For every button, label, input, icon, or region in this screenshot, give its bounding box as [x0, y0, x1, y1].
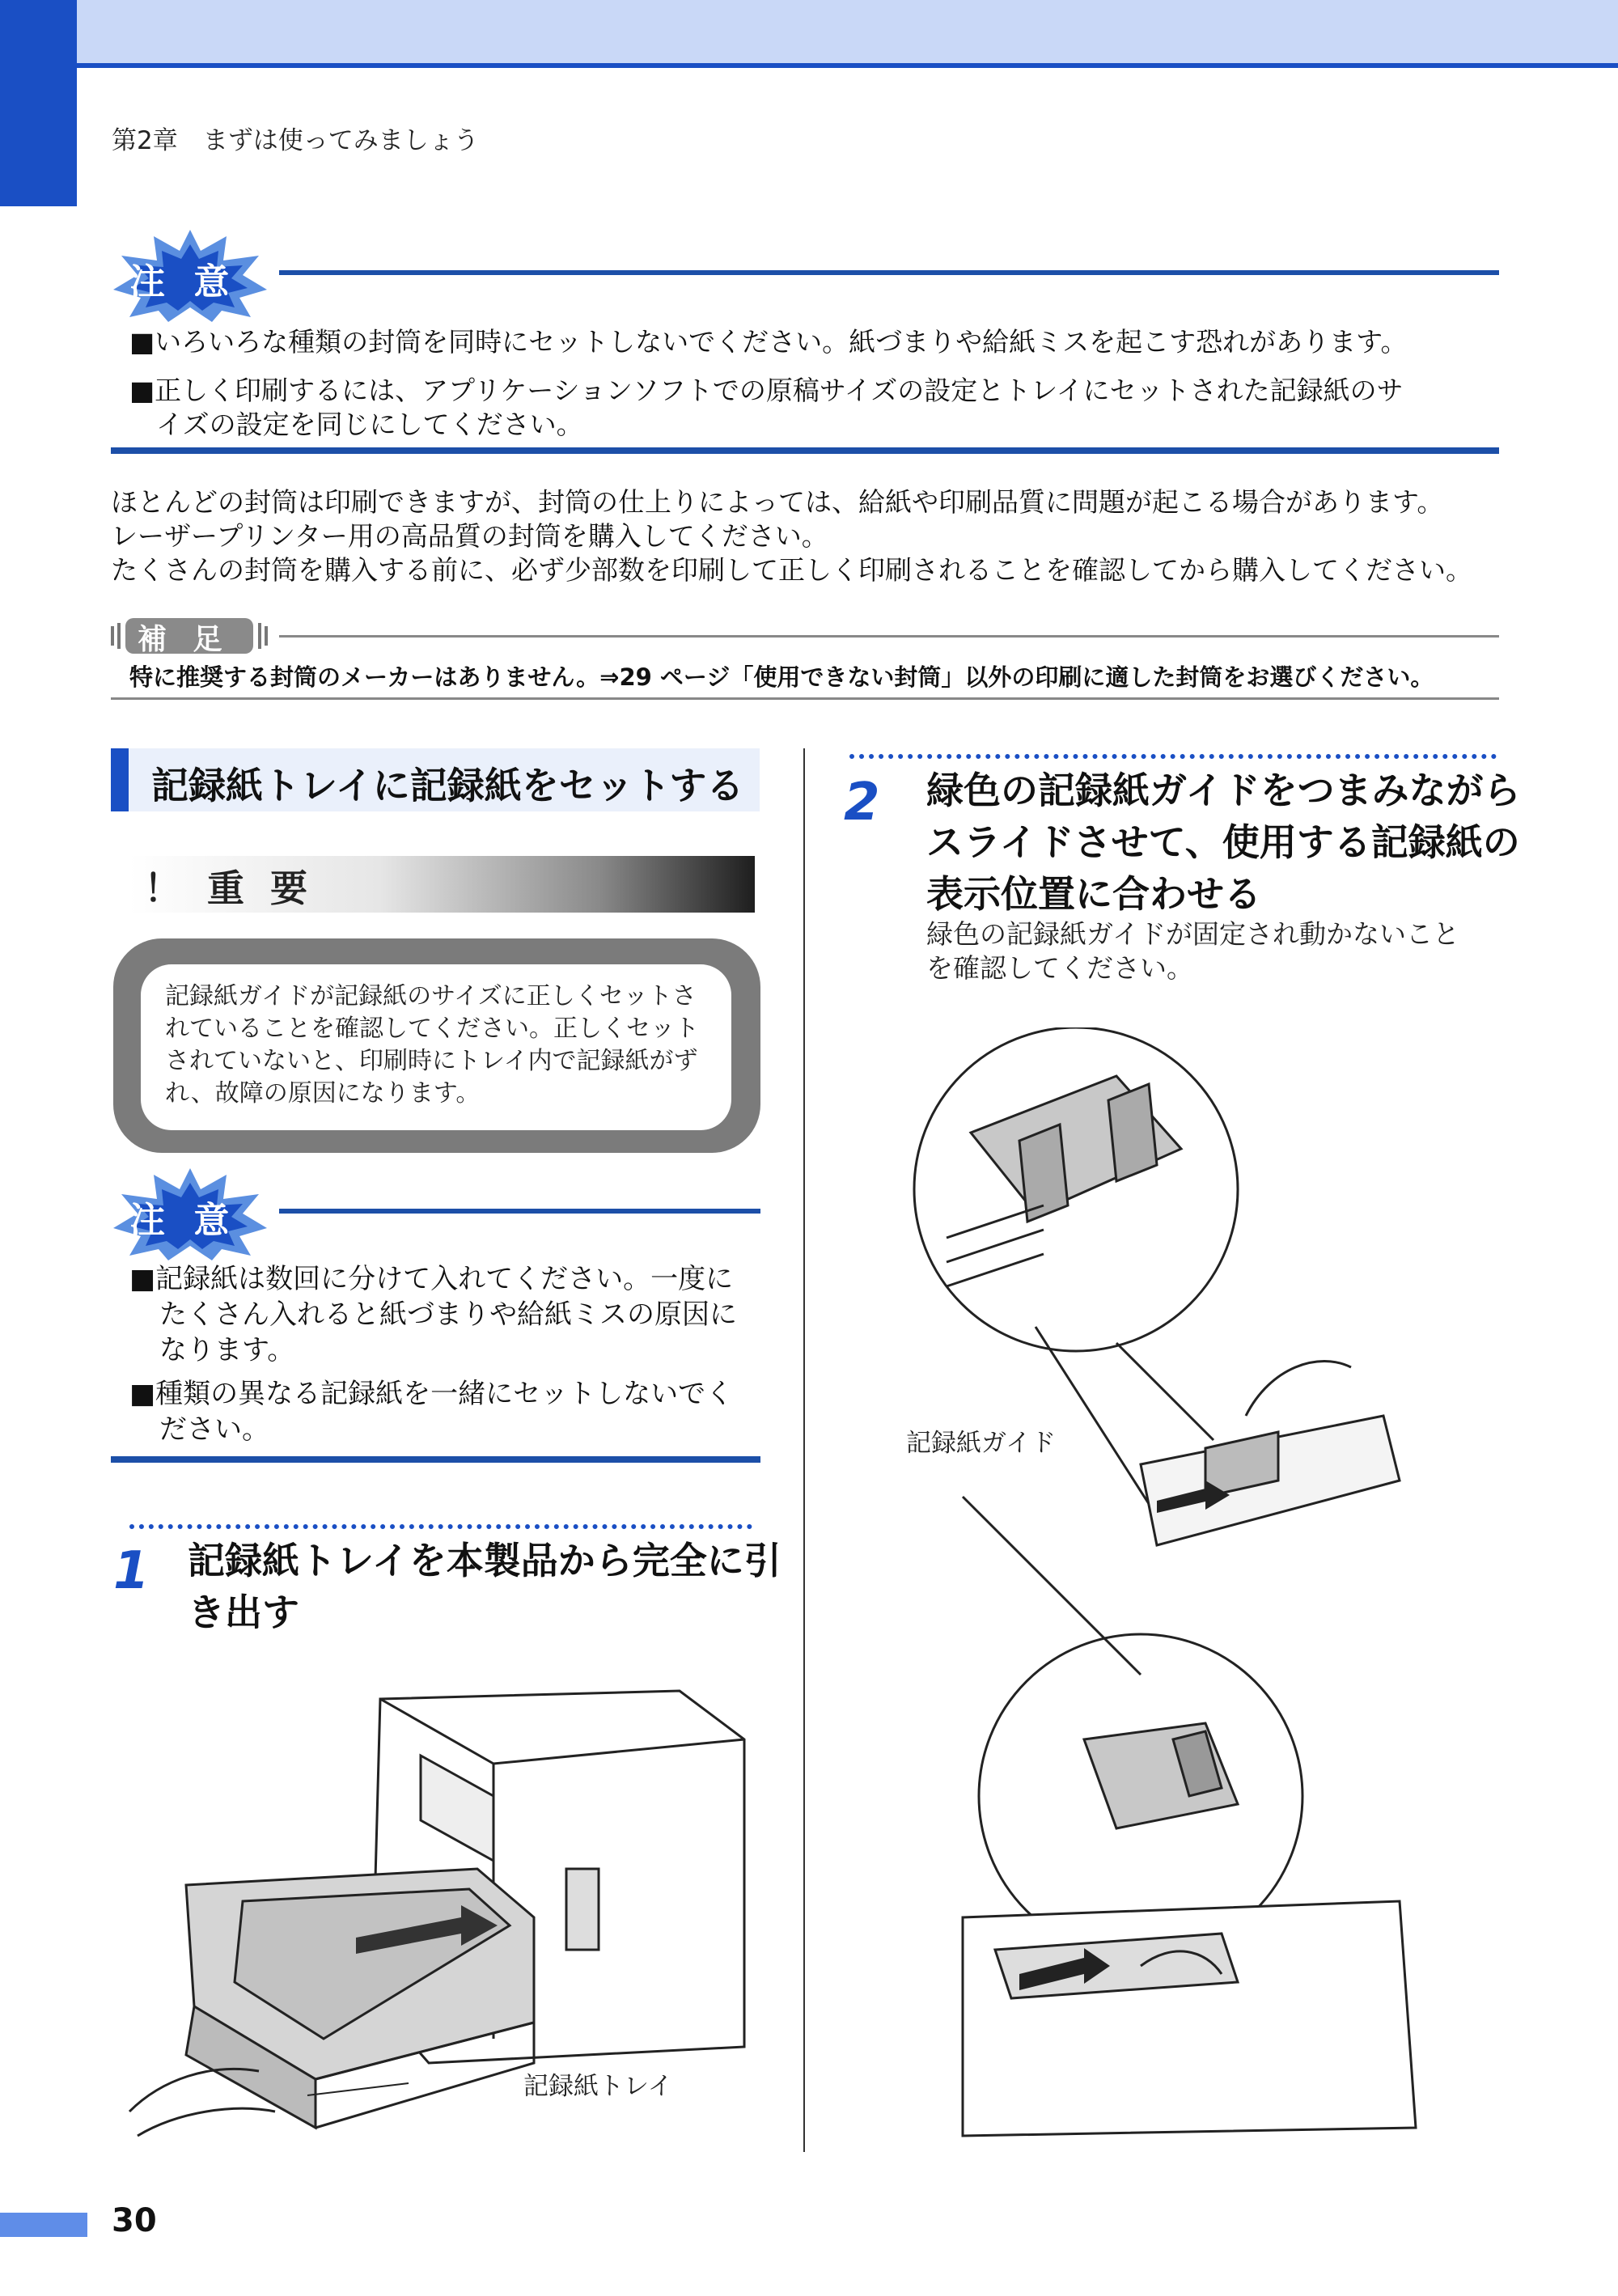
- step-number: 1: [113, 1541, 150, 1601]
- step-desc: を確認してください。: [926, 952, 1193, 984]
- intro-line: たくさんの封筒を購入する前に、必ず少部数を印刷して正しく印刷されることを確認してから購入してください。: [111, 554, 1472, 586]
- caution-rule-top: [279, 270, 1499, 275]
- step-title-cont: き出す: [188, 1591, 299, 1634]
- header-rule: [77, 63, 1618, 68]
- step-dotted-rule: [129, 1524, 752, 1529]
- caution-item: ■正しく印刷するには、アプリケーションソフトでの原稿サイズの設定とトレイにセットされた記録紙のサ: [129, 375, 1404, 406]
- caution-item-cont: ださい。: [159, 1413, 269, 1446]
- caution-item: ■種類の異なる記録紙を一緒にセットしないでく: [129, 1378, 734, 1410]
- step-title-cont: 表示位置に合わせる: [926, 872, 1261, 916]
- step-title: 緑色の記録紙ガイドをつまみながら: [926, 769, 1521, 812]
- caution-rule-top: [279, 1209, 760, 1214]
- section-title: 記録紙トレイに記録紙をセットする: [151, 764, 744, 807]
- caution-badge-label: 注 意: [129, 261, 238, 303]
- important-label: ！ 重 要: [144, 866, 315, 910]
- caution-item-cont: イズの設定を同じにしてください。: [156, 409, 583, 440]
- supplement-badge-label: 補 足: [138, 623, 231, 656]
- header-bar: [0, 0, 1618, 65]
- supplement-rule: [279, 635, 1499, 638]
- intro-line: レーザープリンター用の高品質の封筒を購入してください。: [111, 520, 828, 552]
- step-dotted-rule: [849, 754, 1497, 759]
- section-title-box: [111, 748, 760, 811]
- tray-callout: 記録紙トレイ: [523, 2072, 673, 2101]
- supplement-rule-bottom: [111, 697, 1499, 700]
- caution-rule-bottom: [111, 1456, 760, 1463]
- step-desc: 緑色の記録紙ガイドが固定され動かないこと: [926, 918, 1460, 950]
- step-title-cont: スライドさせて、使用する記録紙の: [926, 820, 1520, 864]
- important-box: [113, 938, 760, 1153]
- supplement-text: 特に推奨する封筒のメーカーはありません。⇒29 ページ「使用できない封筒」以外の印刷に適した封筒をお選びください。: [129, 663, 1434, 691]
- guide-callout: 記録紙ガイド: [906, 1429, 1057, 1458]
- caution-item: ■記録紙は数回に分けて入れてください。一度に: [129, 1263, 734, 1295]
- chapter-title: 第2章 まずは使ってみましょう: [112, 126, 479, 155]
- caution-rule-bottom: [111, 447, 1499, 454]
- caution-badge-label: 注 意: [129, 1200, 238, 1241]
- caution-item: ■いろいろな種類の封筒を同時にセットしないでください。紙づまりや給紙ミスを起こす恐れがあります。: [129, 326, 1408, 358]
- column-divider: [803, 748, 805, 2152]
- chapter-tab: [0, 0, 77, 206]
- page-number-bar: [0, 2213, 87, 2237]
- intro-line: ほとんどの封筒は印刷できますが、封筒の仕上りによっては、給紙や印刷品質に問題が起こる場合があります。: [111, 486, 1444, 518]
- paper-guide-illustration: [898, 1027, 1513, 2144]
- step-number: 2: [844, 773, 880, 832]
- caution-item-cont: たくさん入れると紙づまりや給紙ミスの原因に: [159, 1298, 737, 1331]
- caution-item-cont: なります。: [159, 1334, 295, 1366]
- page-number: 30: [112, 2202, 157, 2239]
- important-text: 記録紙ガイドが記録紙のサイズに正しくセットされていることを確認してください。正しくセットされていないと、印刷時にトレイ内で記録紙がずれ、故障の原因になります。: [165, 982, 699, 1108]
- step-title: 記録紙トレイを本製品から完全に引: [188, 1539, 781, 1582]
